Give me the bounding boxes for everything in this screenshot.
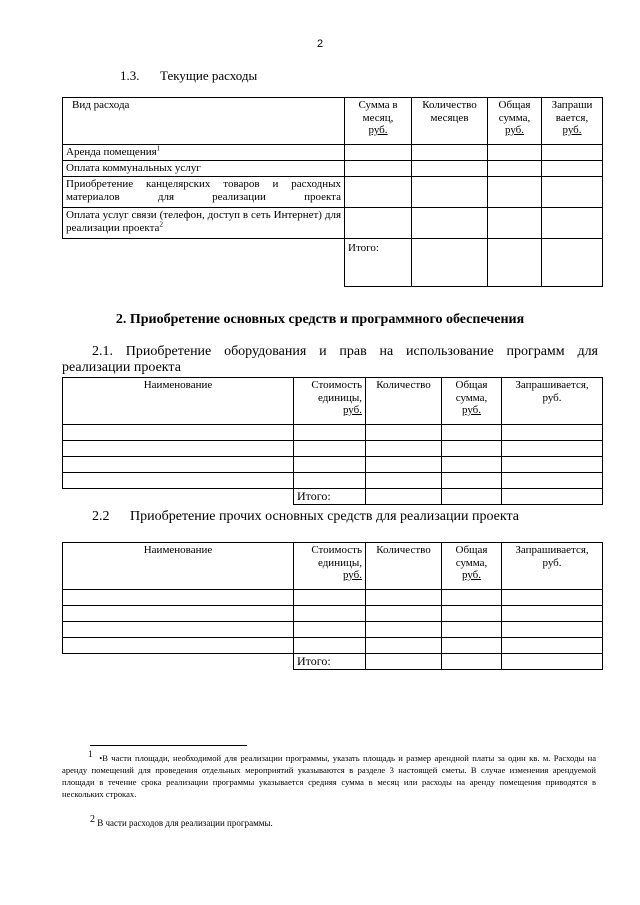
cell: [412, 208, 488, 239]
cell: [366, 590, 442, 606]
empty-cell: [63, 654, 294, 670]
cell: [442, 590, 502, 606]
cell: [502, 590, 603, 606]
header-requested: Запрашивается, руб.: [502, 543, 603, 590]
cell: [366, 654, 442, 670]
cell: [294, 622, 366, 638]
page-number: 2: [316, 38, 324, 50]
cell: [442, 489, 502, 505]
header-unit-cost: Стоимость единицы, руб.: [294, 378, 366, 425]
cell: [294, 457, 366, 473]
cell: [366, 425, 442, 441]
row-stationery: Приобретение канцелярских товаров и расходных материалов для реализации проекта: [63, 177, 345, 208]
cell: [442, 457, 502, 473]
cell: [63, 590, 294, 606]
cell: [488, 145, 542, 161]
row-communication: Оплата услуг связи (телефон, доступ в сеть Интернет) для реализации проекта$^2$: [63, 208, 345, 239]
cell: [502, 473, 603, 489]
row-utilities: Оплата коммунальных услуг: [63, 161, 345, 177]
cell: [294, 425, 366, 441]
total-label: Итого:: [294, 489, 366, 505]
cell: [294, 606, 366, 622]
cell: [442, 654, 502, 670]
header-total-sum: Общая сумма, руб.: [442, 378, 502, 425]
cell: [63, 473, 294, 489]
header-name: Наименование: [63, 543, 294, 590]
cell: [488, 208, 542, 239]
cell: [294, 638, 366, 654]
header-name: Наименование: [63, 378, 294, 425]
cell: [63, 425, 294, 441]
other-assets-table: [62, 542, 603, 670]
header-expense-type: Вид расхода: [63, 98, 345, 145]
section-2-1-heading-line1: 2.1. Приобретение оборудования и прав на использование программ для: [92, 344, 598, 359]
cell: [442, 622, 502, 638]
header-requested: Запрашивается, руб.: [502, 378, 603, 425]
section-2-heading: 2. Приобретение основных средств и программного обеспечения: [115, 312, 525, 327]
cell: [502, 654, 603, 670]
cell: [488, 239, 542, 287]
cell: [366, 606, 442, 622]
current-expenses-table: [62, 97, 603, 287]
header-requested: Запраши вается, руб.: [542, 98, 603, 145]
total-label: Итого:: [294, 654, 366, 670]
cell: [412, 239, 488, 287]
cell: [502, 489, 603, 505]
cell: [488, 177, 542, 208]
cell: [345, 145, 412, 161]
cell: [63, 606, 294, 622]
cell: [294, 473, 366, 489]
cell: [542, 208, 603, 239]
equipment-table: [62, 377, 603, 505]
header-quantity: Количество: [366, 543, 442, 590]
cell: [542, 145, 603, 161]
cell: [63, 441, 294, 457]
cell: [442, 473, 502, 489]
cell: [366, 457, 442, 473]
header-total-sum: Общая сумма, руб.: [442, 543, 502, 590]
footnote-2: $^2$ В части расходов для реализации программы.: [90, 814, 273, 828]
row-rent: Аренда помещения$^1$: [63, 145, 345, 161]
cell: [542, 177, 603, 208]
cell: [442, 638, 502, 654]
cell: [502, 622, 603, 638]
cell: [412, 145, 488, 161]
header-total-sum: Общая сумма, руб.: [488, 98, 542, 145]
cell: [366, 441, 442, 457]
section-title: Текущие расходы: [160, 68, 258, 83]
cell: [345, 208, 412, 239]
cell: [502, 638, 603, 654]
cell: [294, 590, 366, 606]
header-monthly-sum: Сумма в месяц, руб.: [345, 98, 412, 145]
cell: [542, 239, 603, 287]
empty-cell: [63, 489, 294, 505]
cell: [412, 177, 488, 208]
total-label: Итого:: [345, 239, 412, 287]
cell: [63, 638, 294, 654]
footnote-1: $^1$ •В части площади, необходимой для реализации программы, указать площадь и размер арендной платы за один кв. м. Расходы на аренду помещений для проведения отдельных мероприятий указываются в разделе 3 настоящей сметы. В случае изменения арендуемой площади в течение срока реализации программы указывается средняя сумма в месяц или расходы на аренду помещения приводятся в нескольких строках.: [62, 749, 597, 799]
cell: [412, 161, 488, 177]
cell: [502, 457, 603, 473]
cell: [345, 177, 412, 208]
cell: [542, 161, 603, 177]
header-unit-cost: Стоимость единицы, руб.: [294, 543, 366, 590]
empty-cell: [63, 239, 345, 287]
header-months-count: Количество месяцев: [412, 98, 488, 145]
section-2-1-heading-line2: реализации проекта: [62, 360, 181, 375]
cell: [442, 441, 502, 457]
cell: [294, 441, 366, 457]
header-quantity: Количество: [366, 378, 442, 425]
cell: [442, 606, 502, 622]
cell: [366, 638, 442, 654]
cell: [502, 441, 603, 457]
cell: [63, 457, 294, 473]
cell: [366, 622, 442, 638]
cell: [366, 473, 442, 489]
cell: [63, 622, 294, 638]
cell: [502, 425, 603, 441]
cell: [442, 425, 502, 441]
footnote-separator: [90, 745, 247, 746]
cell: [502, 606, 603, 622]
section-number: 1.3.: [120, 68, 140, 83]
cell: [366, 489, 442, 505]
section-2-2-heading: 2.2 Приобретение прочих основных средств для реализации проекта: [92, 509, 519, 524]
cell: [345, 161, 412, 177]
section-1-3-heading: [120, 68, 257, 84]
cell: [488, 161, 542, 177]
